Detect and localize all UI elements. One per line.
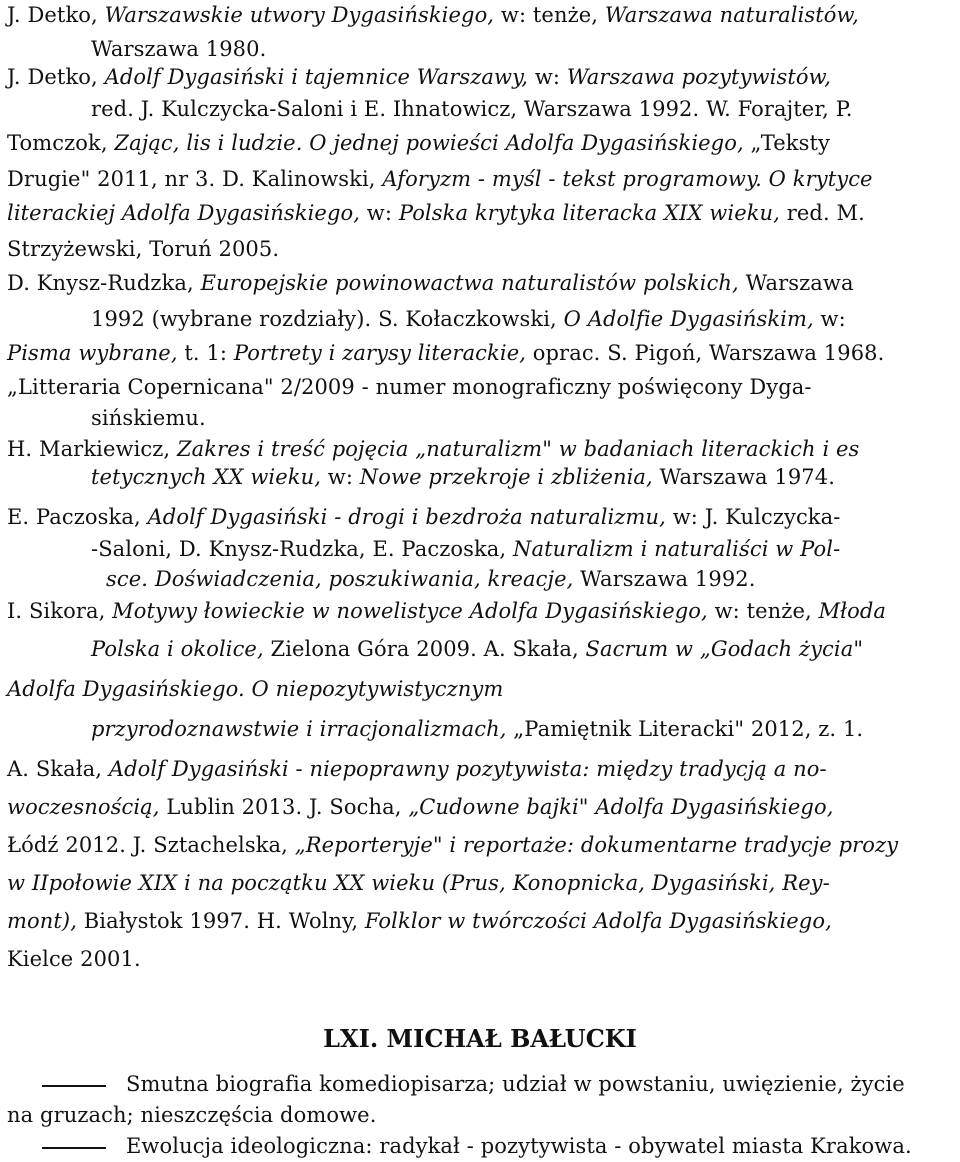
bib-line: Tomczok, Zając, lis i ludzie. O jednej powieści Adolfa Dygasińskiego, „Teksty <box>7 131 830 155</box>
bib-line: Adolfa Dygasińskiego. O niepozytywistycznym <box>7 677 504 701</box>
bib-line: mont), Białystok 1997. H. Wolny, Folklor w twórczości Adolfa Dygasińskiego, <box>7 909 832 933</box>
bib-line: sce. Doświadczenia, poszukiwania, kreacje, Warszawa 1992. <box>106 567 756 591</box>
bib-line: Pisma wybrane, t. 1: Portrety i zarysy literackie, oprac. S. Pigoń, Warszawa 1968. <box>7 341 885 365</box>
bib-line: I. Sikora, Motywy łowieckie w nowelistyce Adolfa Dygasińskiego, w: tenże, Młoda <box>7 599 886 623</box>
section-heading: LXI. MICHAŁ BAŁUCKI <box>323 1024 637 1053</box>
bib-line: H. Markiewicz, Zakres i treść pojęcia „naturalizm" w badaniach literackich i es <box>7 437 860 461</box>
bib-line: Drugie" 2011, nr 3. D. Kalinowski, Aforyzm - myśl - tekst programowy. O krytyce <box>7 167 873 191</box>
bib-line: sińskiemu. <box>91 406 206 430</box>
bib-line: J. Detko, Warszawskie utwory Dygasińskiego, w: tenże, Warszawa naturalistów, <box>7 3 859 27</box>
em-dash-rule <box>42 1147 106 1149</box>
bib-line: Kielce 2001. <box>7 947 141 971</box>
bib-line: E. Paczoska, Adolf Dygasiński - drogi i bezdroża naturalizmu, w: J. Kulczycka- <box>7 505 841 529</box>
bib-line: tetycznych XX wieku, w: Nowe przekroje i zbliżenia, Warszawa 1974. <box>91 465 835 489</box>
bib-line: A. Skała, Adolf Dygasiński - niepoprawny pozytywista: między tradycją a no- <box>7 757 827 781</box>
bib-line: przyrodoznawstwie i irracjonalizmach, „Pamiętnik Literacki" 2012, z. 1. <box>91 717 864 741</box>
topic-line: na gruzach; nieszczęścia domowe. <box>7 1103 377 1127</box>
bib-line: -Saloni, D. Knysz-Rudzka, E. Paczoska, Naturalizm i naturaliści w Pol- <box>91 537 841 561</box>
bib-line: Polska i okolice, Zielona Góra 2009. A. Skała, Sacrum w „Godach życia" <box>91 637 864 661</box>
bib-line: red. J. Kulczycka-Saloni i E. Ihnatowicz, Warszawa 1992. W. Forajter, P. <box>91 97 853 121</box>
bib-line: Strzyżewski, Toruń 2005. <box>7 237 280 261</box>
bib-line: literackiej Adolfa Dygasińskiego, w: Polska krytyka literacka XIX wieku, red. M. <box>7 201 865 225</box>
bib-line: 1992 (wybrane rozdziały). S. Kołaczkowski, O Adolfie Dygasińskim, w: <box>91 307 846 331</box>
bib-line: w IIpołowie XIX i na początku XX wieku (Prus, Konopnicka, Dygasiński, Rey- <box>7 871 830 895</box>
bib-line: Łódź 2012. J. Sztachelska, „Reporteryje" i reportaże: dokumentarne tradycje prozy <box>7 833 899 857</box>
bib-line: D. Knysz-Rudzka, Europejskie powinowactwa naturalistów polskich, Warszawa <box>7 271 854 295</box>
bib-line: „Litteraria Copernicana" 2/2009 - numer monograficzny poświęcony Dyga- <box>7 375 812 399</box>
bib-line: woczesnością, Lublin 2013. J. Socha, „Cudowne bajki" Adolfa Dygasińskiego, <box>7 795 834 819</box>
em-dash-rule <box>42 1085 106 1087</box>
topic-line: Smutna biografia komediopisarza; udział w powstaniu, uwięzienie, życie <box>0 1071 905 1097</box>
topic-line: Ewolucja ideologiczna: radykał - pozytywista - obywatel miasta Krakowa. <box>0 1133 912 1159</box>
bib-line: J. Detko, Adolf Dygasiński i tajemnice Warszawy, w: Warszawa pozytywistów, <box>7 65 831 89</box>
bib-line: Warszawa 1980. <box>91 37 267 61</box>
